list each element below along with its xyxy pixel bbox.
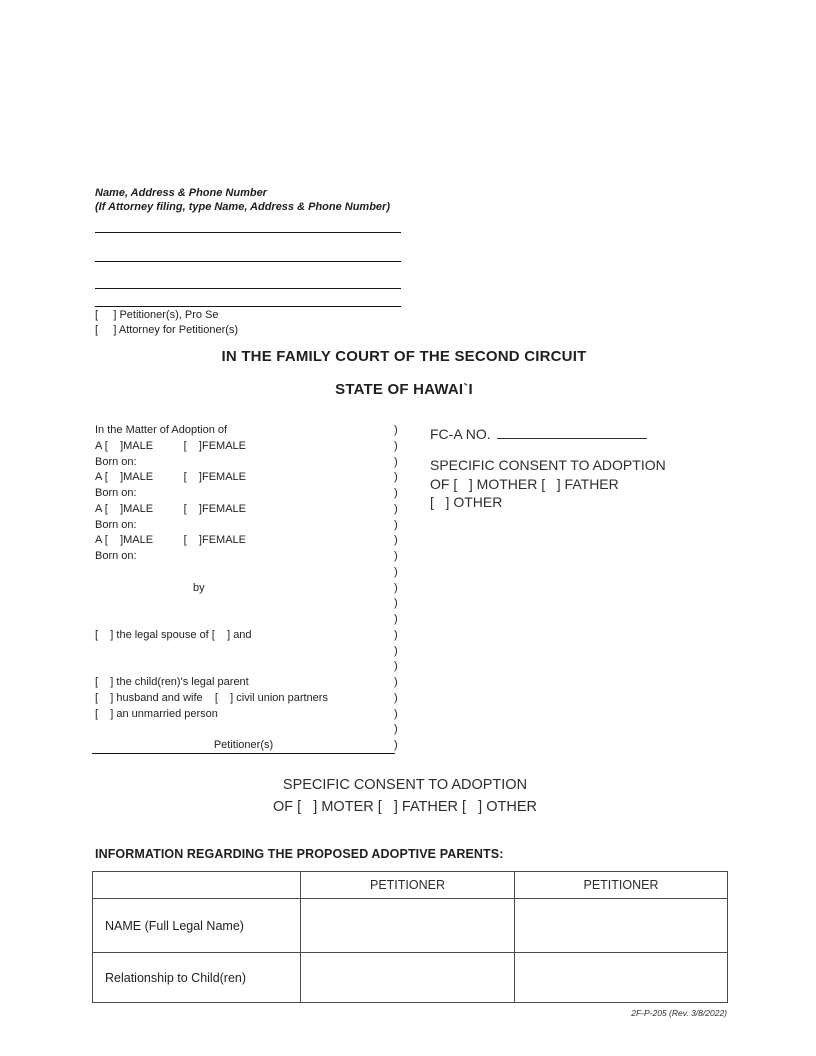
- caption-matter-line: In the Matter of Adoption of: [95, 424, 228, 436]
- caption-marital-status-checkbox-row[interactable]: [ ] husband and wife [ ] civil union partners: [95, 691, 328, 704]
- caption-paren-column: [394, 423, 406, 754]
- attorney-info-line-4[interactable]: [95, 306, 401, 307]
- caption-paren: ): [394, 581, 398, 594]
- attorney-info-line-1[interactable]: [95, 232, 401, 233]
- attorney-for-petitioner-checkbox[interactable]: [ ]: [95, 324, 117, 336]
- caption-paren: ): [394, 723, 398, 736]
- petitioner-pro-se-checkbox[interactable]: [ ]: [95, 309, 117, 321]
- table-header-petitioner-2: PETITIONER: [515, 872, 728, 899]
- attorney-for-petitioner-label: Attorney for Petitioner(s): [116, 324, 239, 336]
- name-petitioner-2-cell[interactable]: [515, 899, 728, 953]
- consent-heading: [430, 456, 666, 512]
- caption-blank-line: [95, 659, 395, 675]
- caption-blank-line: [95, 722, 395, 738]
- caption-born-on-line[interactable]: Born on:: [95, 487, 137, 499]
- table-header-row: [93, 872, 728, 899]
- table-row: [93, 899, 728, 953]
- caption-legal-parent-checkbox-row[interactable]: [ ] the child(ren)'s legal parent: [95, 676, 249, 688]
- caption-blank-line: [95, 644, 395, 660]
- caption-paren: ): [394, 707, 398, 720]
- caption-born-on-line[interactable]: Born on:: [95, 455, 137, 468]
- caption-paren: ): [394, 691, 398, 704]
- caption-paren: ): [394, 613, 398, 625]
- attorney-info-line-2[interactable]: [95, 261, 401, 262]
- attorney-heading-line1: Name, Address & Phone Number: [95, 187, 267, 199]
- court-title: IN THE FAMILY COURT OF THE SECOND CIRCUIT: [221, 348, 587, 365]
- caption-by-line: by: [193, 581, 205, 594]
- caption-born-on-line[interactable]: Born on:: [95, 518, 137, 531]
- caption-paren: ): [394, 518, 398, 531]
- document-title-line1: [95, 777, 715, 793]
- caption-blank-line: [95, 612, 395, 628]
- caption-paren: ): [394, 565, 398, 578]
- case-number-field[interactable]: [497, 424, 647, 439]
- consent-heading-line1: SPECIFIC CONSENT TO ADOPTION: [430, 457, 666, 473]
- caption-paren: ): [394, 644, 398, 657]
- attorney-for-petitioner-option: [95, 323, 238, 338]
- petitioner-pro-se-option: [95, 308, 219, 323]
- relationship-row-label: Relationship to Child(ren): [93, 953, 301, 1003]
- case-caption: [95, 423, 395, 754]
- relationship-petitioner-1-cell[interactable]: [301, 953, 515, 1003]
- caption-paren: ): [394, 628, 398, 641]
- caption-paren: ): [394, 502, 398, 515]
- name-row-label: NAME (Full Legal Name): [93, 899, 301, 953]
- petitioners-signature-line[interactable]: Petitioner(s): [92, 738, 395, 754]
- document-title-text: SPECIFIC CONSENT TO ADOPTION: [282, 777, 528, 793]
- caption-paren: ): [394, 739, 398, 751]
- caption-sex-checkbox-row[interactable]: A [ ]MALE [ ]FEMALE: [95, 502, 246, 515]
- case-number-row: [430, 424, 666, 443]
- table-row: [93, 953, 728, 1003]
- caption-legal-spouse-checkbox-row[interactable]: [ ] the legal spouse of [ ] and: [95, 628, 252, 641]
- adoptive-parents-table: [92, 871, 728, 1003]
- consent-other-checkbox-row[interactable]: [ ] OTHER: [430, 494, 503, 510]
- relationship-petitioner-2-cell[interactable]: [515, 953, 728, 1003]
- table-header-petitioner-1: PETITIONER: [301, 872, 515, 899]
- caption-paren: ): [394, 471, 398, 484]
- caption-paren: ): [394, 660, 398, 673]
- caption-born-on-line[interactable]: Born on:: [95, 550, 137, 562]
- caption-paren: ): [394, 424, 398, 436]
- caption-blank-line: [95, 596, 395, 612]
- caption-paren: ): [394, 455, 398, 468]
- document-title-line2: [95, 799, 715, 815]
- caption-sex-checkbox-row[interactable]: A [ ]MALE [ ]FEMALE: [95, 534, 246, 547]
- caption-paren: ): [394, 676, 398, 688]
- caption-blank-line: [95, 565, 395, 581]
- caption-paren: ): [394, 534, 398, 547]
- caption-sex-checkbox-row[interactable]: A [ ]MALE [ ]FEMALE: [95, 439, 246, 452]
- caption-sex-checkbox-row[interactable]: A [ ]MALE [ ]FEMALE: [95, 471, 246, 484]
- attorney-heading-line2: (If Attorney filing, type Name, Address & Phone Number): [95, 201, 390, 213]
- case-number-label: FC-A NO.: [430, 426, 491, 442]
- table-header-blank: [93, 872, 301, 899]
- caption-unmarried-checkbox-row[interactable]: [ ] an unmarried person: [95, 707, 218, 720]
- attorney-block-heading: [95, 186, 390, 214]
- caption-paren: ): [394, 439, 398, 452]
- consent-parent-checkbox-row[interactable]: OF [ ] MOTHER [ ] FATHER: [430, 475, 619, 492]
- petitioner-pro-se-label: Petitioner(s), Pro Se: [116, 309, 219, 321]
- adoptive-parents-heading: INFORMATION REGARDING THE PROPOSED ADOPTIVE PARENTS:: [95, 847, 504, 861]
- name-petitioner-1-cell[interactable]: [301, 899, 515, 953]
- caption-paren: ): [394, 487, 398, 499]
- case-info-block: [430, 424, 666, 512]
- attorney-info-line-3[interactable]: [95, 288, 401, 289]
- form-number: 2F-P-205 (Rev. 3/8/2022): [631, 1008, 727, 1018]
- court-state: STATE OF HAWAI`I: [335, 381, 473, 398]
- caption-paren: ): [394, 550, 398, 562]
- caption-paren: ): [394, 597, 398, 610]
- document-title-checkbox-row[interactable]: OF [ ] MOTER [ ] FATHER [ ] OTHER: [273, 798, 537, 815]
